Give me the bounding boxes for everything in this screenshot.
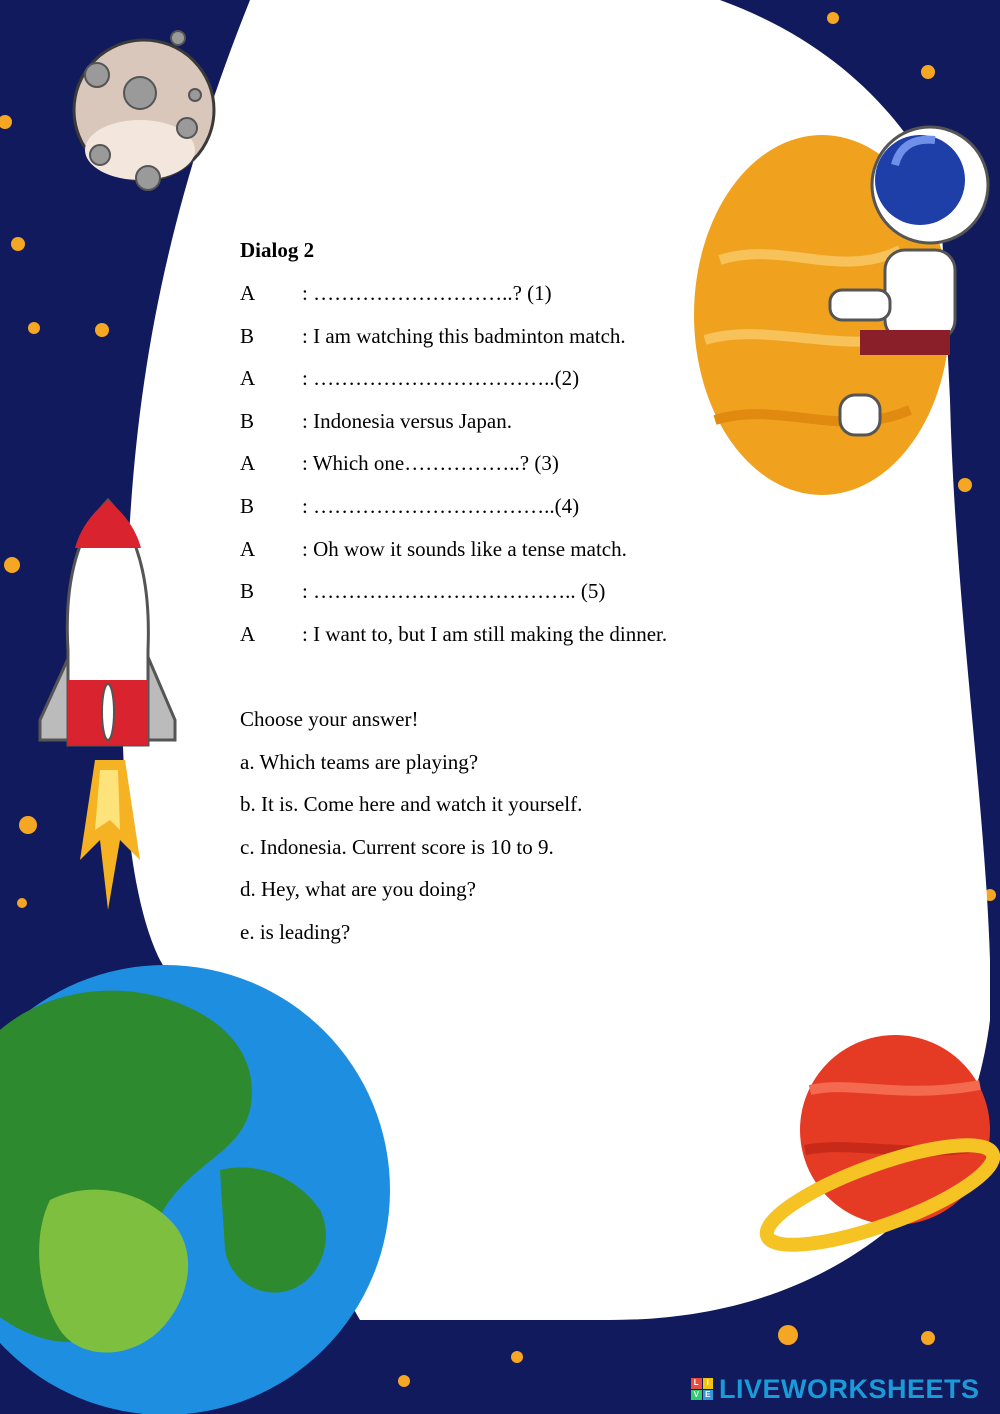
dialog-line	[240, 488, 800, 531]
dialog-text: : ……………………………….. (5)	[302, 579, 606, 604]
dialog-text: : ……………………………..(4)	[302, 493, 580, 518]
dialog-title: Dialog 2	[240, 238, 315, 262]
speaker: A	[240, 536, 256, 561]
logo-letter: E	[703, 1390, 714, 1401]
logo-letter: V	[691, 1390, 702, 1401]
dialog-text: : Indonesia versus Japan.	[302, 408, 512, 433]
dialog-line	[240, 403, 800, 446]
answer-option: b. It is. Come here and watch it yourself.	[240, 792, 583, 817]
answer-options	[240, 744, 800, 957]
speaker: B	[240, 408, 255, 433]
dialog-text: : ………………………..? (1)	[302, 281, 552, 305]
speaker: B	[240, 323, 255, 348]
speaker: A	[240, 281, 256, 305]
dialog-text: : ……………………………..(2)	[302, 366, 580, 391]
dialog-line	[240, 318, 800, 361]
answer-option: c. Indonesia. Current score is 10 to 9.	[240, 834, 554, 859]
speaker: B	[240, 579, 255, 604]
dialog-line	[240, 275, 800, 318]
dialog-line	[240, 360, 800, 403]
speaker: A	[240, 621, 256, 646]
answer-option: e. is leading?	[240, 919, 351, 944]
dialog-line	[240, 616, 800, 659]
dialog-text: : I want to, but I am still making the dinner.	[302, 621, 668, 646]
speaker: A	[240, 366, 256, 391]
dialog-text: : I am watching this badminton match.	[302, 323, 626, 348]
spacer	[240, 658, 800, 701]
answer-option: d. Hey, what are you doing?	[240, 877, 476, 902]
dialog-line	[240, 445, 800, 488]
logo-letter: L	[691, 1378, 702, 1389]
logo-letter: I	[703, 1378, 714, 1389]
dialog-line	[240, 531, 800, 574]
dialog-line	[240, 573, 800, 616]
answer-option: a. Which teams are playing?	[240, 749, 479, 774]
worksheet-content	[240, 232, 800, 957]
dialog	[240, 275, 800, 658]
choose-heading: Choose your answer!	[240, 706, 419, 731]
speaker: A	[240, 451, 256, 476]
dialog-text: : Which one……………..? (3)	[302, 451, 559, 476]
brand-name: LIVEWORKSHEETS	[719, 1373, 980, 1404]
dialog-text: : Oh wow it sounds like a tense match.	[302, 536, 627, 561]
liveworksheets-logo	[691, 1374, 980, 1404]
liveworksheets-icon	[691, 1378, 713, 1400]
speaker: B	[240, 493, 255, 518]
